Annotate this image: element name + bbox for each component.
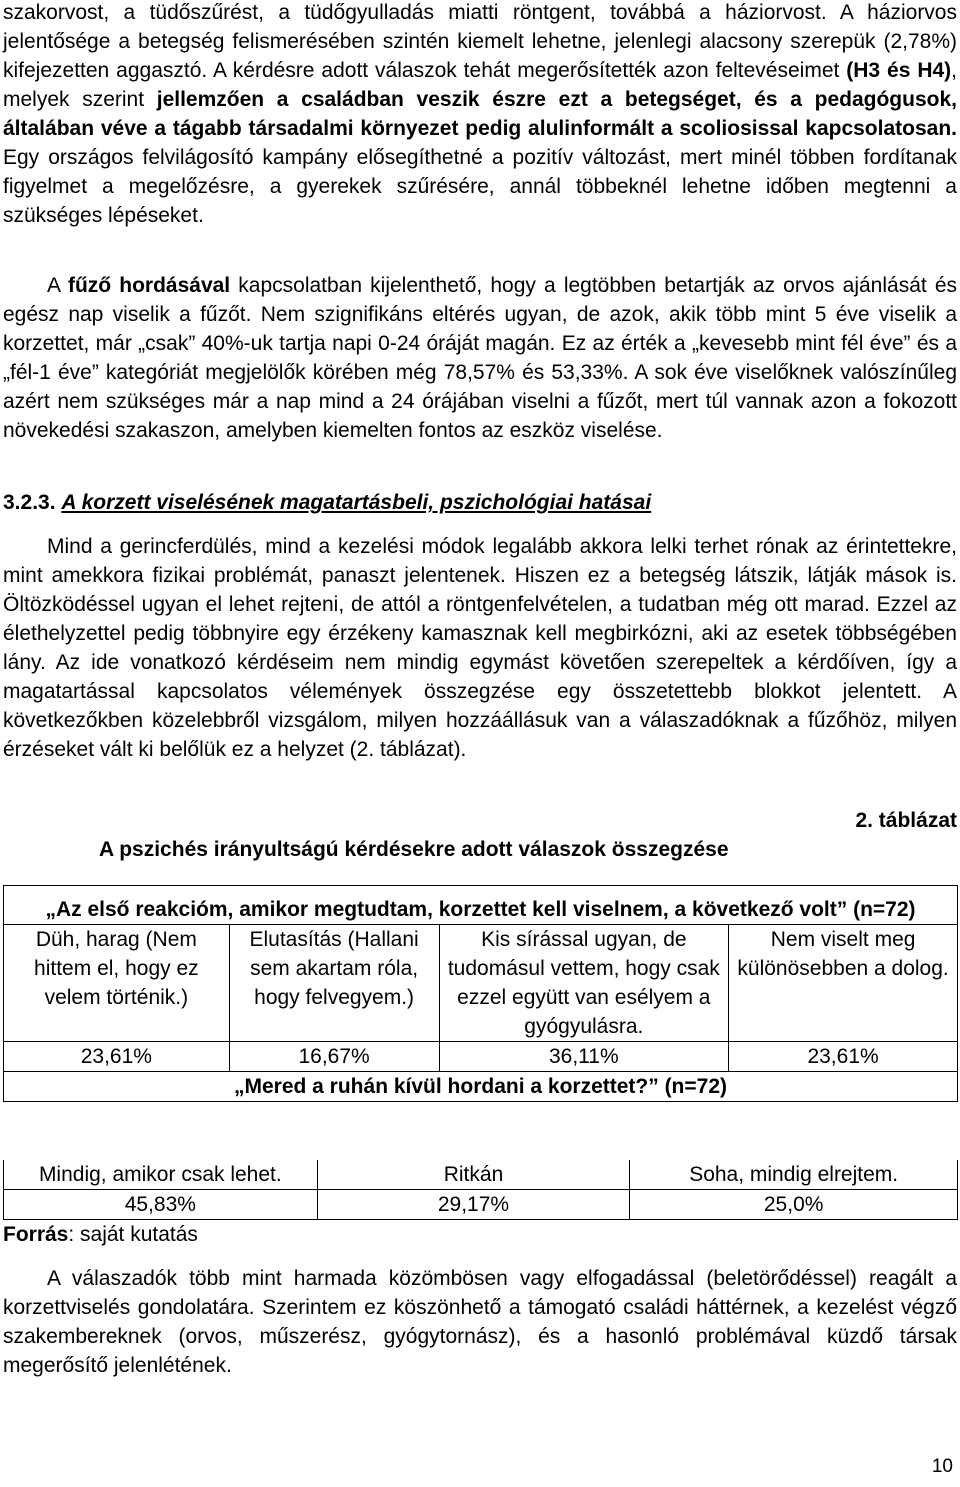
paragraph-conclusion: A válaszadók több mint harmada közömbösen vagy elfogadással (beletörődéssel) reagált a korzettviselés gondolatára. Szerintem ez köszönhető a támogató családi háttérnek, a kezelést végző szakembereknek (orvos, műszerész, gyógytornász), és a hasonló problémával küzdő társak megerősítő jelenlétének. — [3, 1267, 957, 1377]
q1-answer: Kis sírással ugyan, de tudomásul vettem, hogy csak ezzel együtt van esélyem a gyógyulásra. — [439, 925, 729, 1042]
table-row — [4, 1072, 958, 1102]
q1-value: 16,67% — [229, 1042, 439, 1072]
section-number: 3.2.3. — [3, 491, 56, 514]
paragraph-psychological: Mind a gerincferdülés, mind a kezelési módok legalább akkora lelki terhet rónak az érintettekre, mint amekkora fizikai problémát, panaszt jelentenek. Hiszen ez a betegség látszik, látják mások is. Öltözködéssel ugyan el lehet rejteni, de attól a röntgenfelvételen, a tudatban még ott marad. Ezzel az élethelyzettel pedig többnyire egy érzékeny kamasznak kell megbirkózni, aki az esetek többségében lány. Az ide vonatkozó kérdéseim nem mindig egymást követően szerepeltek a kérdőíven, így a magatartással kapcsolatos vélemények összegzése egy összetettebb blokkot jelentett. A következőkben közelebbről vizsgálom, milyen hozzáállásuk van a válaszadóknak a fűzőhöz, milyen érzéseket vált ki belőlük ez a helyzet (2. táblázat). — [3, 535, 957, 761]
summary-table-q2 — [3, 1160, 958, 1220]
table-source: Forrás: saját kutatás — [3, 1223, 198, 1246]
table-number: 2. táblázat — [855, 809, 957, 832]
paragraph-findings: szakorvost, a tüdőszűrést, a tüdőgyulladás miatti röntgent, továbbá a háziorvost. A háziorvos jelentősége a betegség felismerésében szintén kiemelt lehetne, jelenlegi alacsony szerepük (2,78%) kifejezetten aggasztó. A kérdésre adott válaszok tehát megerősítették azon feltevéseimet (H3 és H4), melyek szerint jellemzően a családban veszik észre ezt a betegséget, és a pedagógusok, általában véve a tágabb társadalmi környezet pedig alulinformált a scoliosissal kapcsolatosan. Egy országos felvilágosító kampány elősegíthetné a pozitív változást, mert minél többen fordítanak figyelmet a megelőzésre, a gyerekek szűrésére, annál többeknél lehetne időben megtenni a szükséges lépéseket. — [3, 1, 958, 227]
page-number: 10 — [931, 1456, 953, 1477]
table-row — [4, 1190, 958, 1220]
paragraph-brace-wearing: A fűző hordásával kapcsolatban kijelenthető, hogy a legtöbben betartják az orvos ajánlását és egész nap viselik a fűzőt. Nem szignifikáns eltérés ugyan, de azok, akik több mint 5 éve viselik a korzettet, már „csak” 40%-uk tartja napi 0-24 óráját magán. Ez az érték a „kevesebb mint fél éve” és a „fél-1 éve” kategóriát megjelölők körében még 78,57% és 53,33%. A sok éve viselőknek valószínűleg azért nem szükséges már a nap mind a 24 órájában viselni a fűzőt, mert túl vannak azon a fokozott növekedési szakaszon, amelyben kiemelten fontos az eszköz viselése. — [3, 274, 958, 442]
table-row — [4, 1042, 958, 1072]
section-title: A korzett viselésének magatartásbeli, pszichológiai hatásai — [61, 491, 652, 514]
table-row — [4, 886, 958, 925]
q1-answer: Düh, harag (Nem hittem el, hogy ez velem történik.) — [4, 925, 230, 1042]
q2-value: 45,83% — [4, 1190, 318, 1220]
q1-answer: Nem viselt meg különösebben a dolog. — [729, 925, 958, 1042]
q1-value: 23,61% — [729, 1042, 958, 1072]
q1-value: 36,11% — [439, 1042, 729, 1072]
table-title: A pszichés irányultságú kérdésekre adott válaszok összegzése — [99, 838, 729, 861]
q2-header: „Mered a ruhán kívül hordani a korzettet?” (n=72) — [4, 1072, 958, 1102]
summary-table — [3, 885, 958, 1102]
q1-header: „Az első reakcióm, amikor megtudtam, korzettet kell viselnem, a következő volt” (n=72) — [4, 886, 958, 925]
q2-answer: Soha, mindig elrejtem. — [630, 1160, 958, 1190]
q1-value: 23,61% — [4, 1042, 230, 1072]
q2-answer: Mindig, amikor csak lehet. — [4, 1160, 318, 1190]
table-row — [4, 1160, 958, 1190]
q2-answer: Ritkán — [317, 1160, 630, 1190]
q1-answer: Elutasítás (Hallani sem akartam róla, hogy felvegyem.) — [229, 925, 439, 1042]
section-heading — [3, 488, 957, 517]
q2-value: 29,17% — [317, 1190, 630, 1220]
table-row — [4, 925, 958, 1042]
q2-value: 25,0% — [630, 1190, 958, 1220]
